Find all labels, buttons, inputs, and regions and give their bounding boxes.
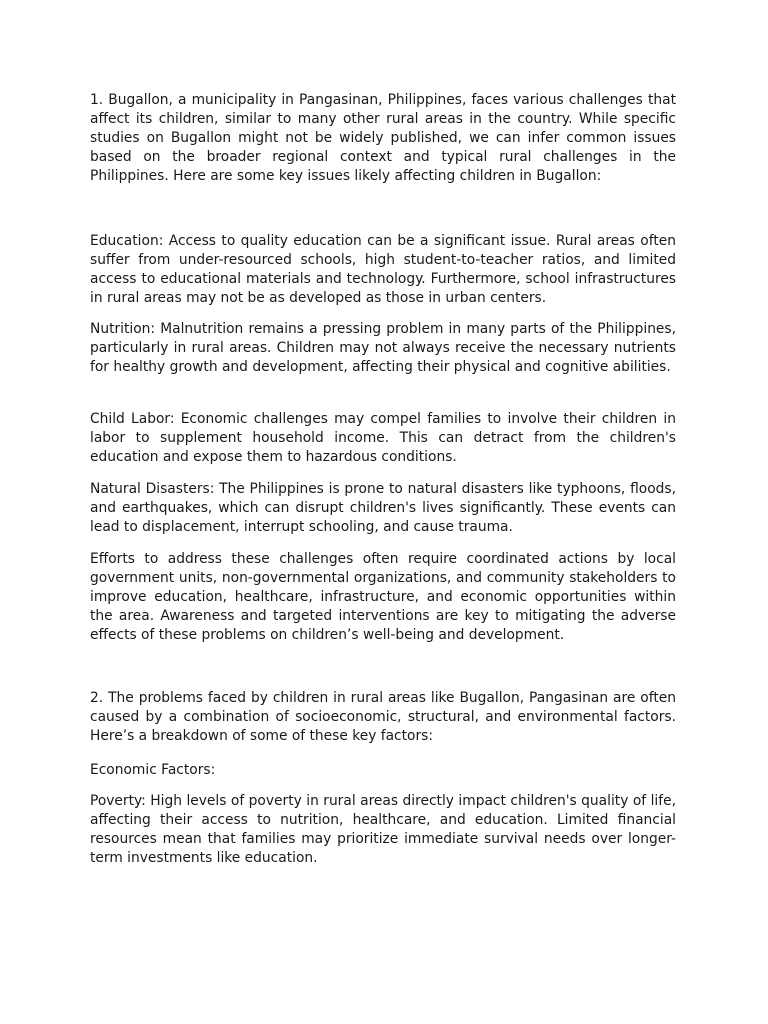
paragraph-nutrition: Nutrition: Malnutrition remains a pressing problem in many parts of the Philippines, particularly in rural areas. Children may not always receive the necessary nutrients for healthy growth and development, affecting their physical and cognitive abilities. [90,321,676,375]
paragraph-intro: 1. Bugallon, a municipality in Pangasinan, Philippines, faces various challenges that affect its children, similar to many other rural areas in the country. While specific studies on Bugallon might not be widely published, we can infer common issues based on the broader regional context and typical rural challenges in the Philippines. Here are some key issues likely affecting children in Bugallon: [90,92,676,184]
paragraph-problems-intro: 2. The problems faced by children in rural areas like Bugallon, Pangasinan are often caused by a combination of socioeconomic, structural, and environmental factors. Here’s a breakdown of some of these key factors: [90,690,676,744]
paragraph-efforts: Efforts to address these challenges often require coordinated actions by local government units, non-governmental organizations, and community stakeholders to improve education, healthcare, infrastructure, and economic opportunities within the area. Awareness and targeted interventions are key to mitigating the adverse effects of these problems on children’s well-being and development. [90,551,676,643]
paragraph-poverty: Poverty: High levels of poverty in rural areas directly impact children's quality of life, affecting their access to nutrition, healthcare, and education. Limited financial resources mean that families may prioritize immediate survival needs over longer-term investments like education. [90,793,676,866]
paragraph-natural-disasters: Natural Disasters: The Philippines is prone to natural disasters like typhoons, floods, and earthquakes, which can disrupt children's lives significantly. These events can lead to displacement, interrupt schooling, and cause trauma. [90,481,676,535]
paragraph-child-labor: Child Labor: Economic challenges may compel families to involve their children in labor to supplement household income. This can detract from the children's education and expose them to hazardous conditions. [90,411,676,465]
paragraph-education: Education: Access to quality education can be a significant issue. Rural areas often suffer from under-resourced schools, high student-to-teacher ratios, and limited access to educational materials and technology. Furthermore, school infrastructures in rural areas may not be as developed as those in urban centers. [90,233,676,306]
paragraph-economic-factors-heading: Economic Factors: [90,762,216,778]
